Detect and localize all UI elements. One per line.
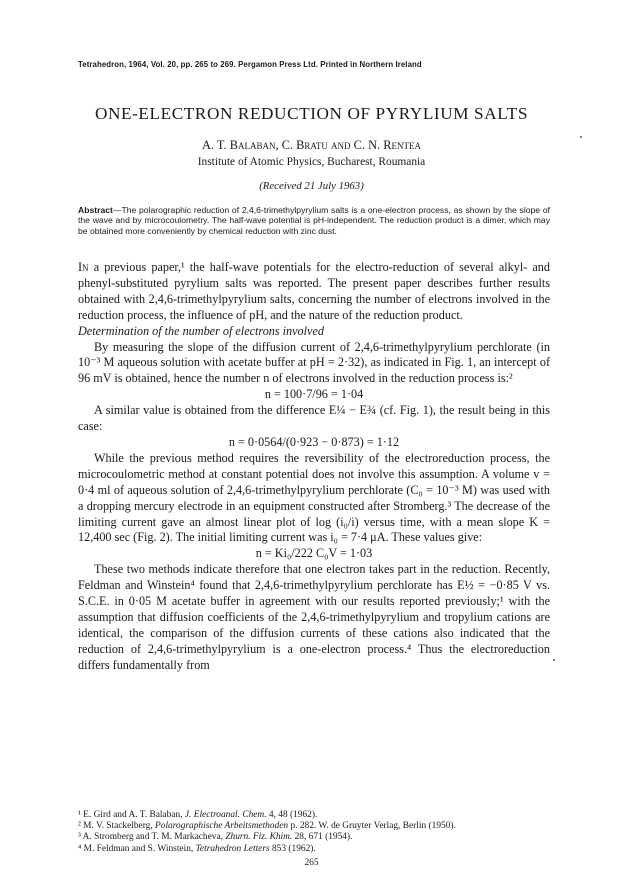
footnote-authors: E. Gird and A. T. Balaban, [80, 810, 185, 820]
footnote-authors: A. Stromberg and T. M. Markacheva, [80, 832, 226, 843]
article-title: ONE-ELECTRON REDUCTION OF PYRYLIUM SALTS [94, 104, 528, 123]
footnote-number: ² [78, 821, 81, 832]
abstract-label: Abstract [78, 205, 113, 215]
equation-3: n = Ki₀/222 C₀V = 1·03 [255, 546, 373, 561]
page-number: 265 [304, 858, 319, 868]
equation-1: n = 100·7/96 = 1·04 [264, 387, 364, 402]
footnote-details: 853 (1962). [269, 843, 316, 854]
received-date: (Received 21 July 1963) [259, 180, 364, 192]
footnotes [78, 810, 550, 855]
footnote-authors: M. V. Stackelberg, [80, 821, 156, 832]
footnote-source: Tetrahedron Letters [195, 843, 270, 854]
article-body [78, 260, 550, 674]
footnote [78, 832, 550, 843]
intro-text: a previous paper,¹ the half-wave potentials for the electro-reduction of several alkyl- and phenyl-substituted pyrylium salts was reported. The present paper describes further results obtained with 2,4,6-trimethylpyrylium salts, concerning the number of electrons involved in the reduction process, the influence of pH, and the nature of the reduction product. [78, 260, 550, 322]
footnote-source: J. Electroanal. Chem. [184, 810, 267, 820]
paragraph-2: A similar value is obtained from the difference E¼ − E¾ (cf. Fig. 1), the result being in this case: [78, 403, 550, 434]
footnote [78, 821, 550, 832]
paragraph-3: While the previous method requires the reversibility of the electroreduction process, the microcoulometric method at constant potential does not involve this assumption. A volume v = 0·4 ml of aqueous solution of 2,4,6-trimethylpyrylium perchlorate (C₀ = 10⁻³ M) was used with a dropping mercury electrode in an equipment constructed after Stromberg.³ The decrease of the limiting current gave an almost linear plot of log (i₀/i) versus time, with a mean slope K = 12,400 sec (Fig. 2). The initial limiting current was i₀ = 7·4 μA. These values give: [78, 450, 550, 545]
footnote-details: 4, 48 (1962). [266, 810, 318, 820]
footnote-details: p. 282. W. de Gruyter Verlag, Berlin (1950). [288, 821, 456, 832]
journal-citation: Tetrahedron, 1964, Vol. 20, pp. 265 to 269. Pergamon Press Ltd. Printed in Northern Ireland [78, 60, 422, 69]
abstract-text: —The polarographic reduction of 2,4,6-trimethylpyrylium salts is a one-electron process, as shown by the slope of the wave and by microcoulometry. The half-wave potential is pH-independent. The reduction product is a dimer, which may be obtained more conveniently by chemical reduction with zinc dust. [78, 205, 550, 236]
footnote-number: ⁴ [78, 843, 82, 854]
abstract [78, 205, 550, 236]
affiliation: Institute of Atomic Physics, Bucharest, Roumania [197, 156, 426, 168]
footnote-source: Polarographische Arbeitsmethoden [155, 821, 289, 832]
author-list: A. T. Balaban, C. Bratu and C. N. Rentea [201, 138, 421, 152]
paragraph-1: By measuring the slope of the diffusion current of 2,4,6-trimethylpyrylium perchlorate (in 10⁻³ M aqueous solution with acetate buffer at pH = 2·32), as indicated in Fig. 1, an intercept of 96 mV is obtained, hence the number n of electrons involved in the reduction process is:² [78, 339, 550, 386]
footnote [78, 810, 550, 821]
equation-2: n = 0·0564/(0·923 − 0·873) = 1·12 [228, 434, 400, 449]
footnote-source: Zhurn. Fiz. Khim. [225, 832, 293, 843]
footnote-details: 28, 671 (1954). [292, 832, 353, 843]
footnote-number: ³ [78, 832, 81, 843]
footnote-number: ¹ [78, 810, 81, 820]
margin-mark [553, 659, 555, 661]
footnote-authors: M. Feldman and S. Winstein, [81, 843, 196, 854]
section-heading: Determination of the number of electrons involved [78, 323, 324, 338]
intro-paragraph [78, 260, 550, 324]
paragraph-4: These two methods indicate therefore that one electron takes part in the reduction. Recently, Feldman and Winstein⁴ found that 2,4,6-trimethylpyrylium perchlorate has E½ = −0·85 V vs. S.C.E. in 0·05 M acetate buffer in agreement with our results reported previously;¹ with the assumption that diffusion coefficients of the 2,4,6-trimethylpyrylium and tropylium cations are identical, the comparison of the diffusion currents of these cations also indicated that the reduction of 2,4,6-trimethylpyrylium is a one-electron process.⁴ Thus the electroreduction differs fundamentally from [78, 562, 550, 672]
footnote [78, 844, 550, 855]
intro-dropcap: In [78, 260, 89, 274]
